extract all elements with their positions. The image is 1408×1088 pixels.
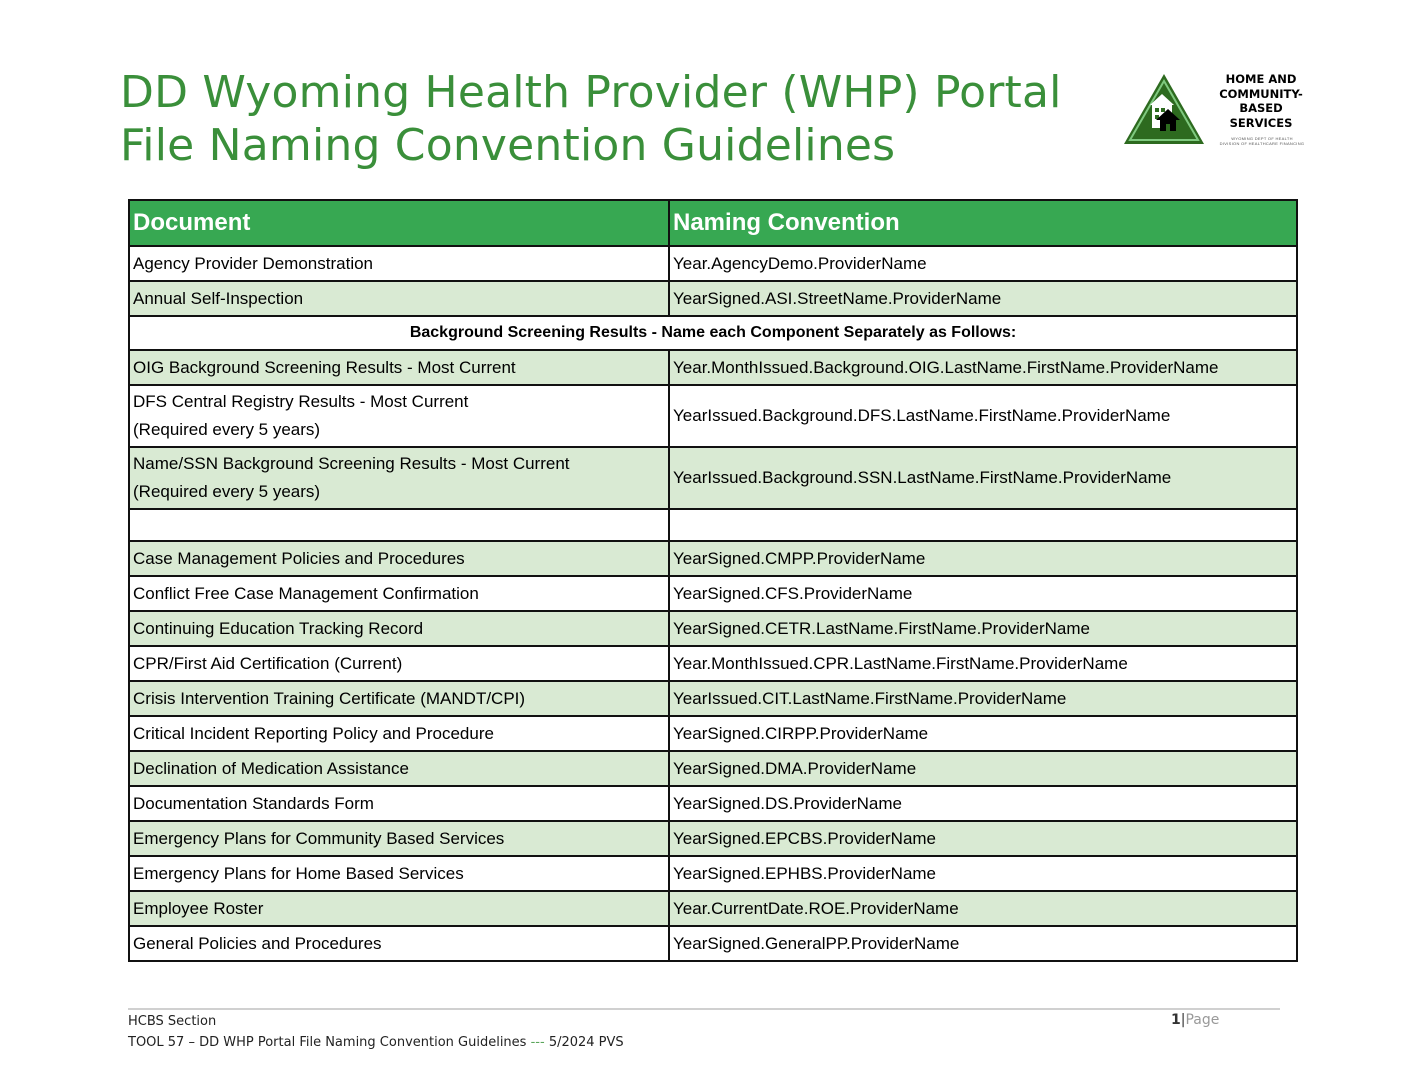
document-cell: Name/SSN Background Screening Results - Most Current (Required every 5 years) bbox=[129, 447, 669, 509]
document-cell bbox=[129, 509, 669, 541]
document-cell: Employee Roster bbox=[129, 891, 669, 926]
column-header-naming-convention: Naming Convention bbox=[669, 200, 1297, 246]
table-row bbox=[129, 576, 1297, 611]
convention-cell: Year.CurrentDate.ROE.ProviderName bbox=[669, 891, 1297, 926]
hcbs-logo bbox=[1120, 70, 1315, 152]
footer-tool-line: TOOL 57 – DD WHP Portal File Naming Convention Guidelines --- 5/2024 PVS bbox=[128, 1035, 624, 1050]
document-cell: Case Management Policies and Procedures bbox=[129, 541, 669, 576]
table-row bbox=[129, 821, 1297, 856]
footer-dashes: --- bbox=[530, 1035, 545, 1050]
footer-divider bbox=[128, 1008, 1280, 1010]
table-row bbox=[129, 646, 1297, 681]
table-row bbox=[129, 716, 1297, 751]
section-header-background-screening: Background Screening Results - Name each Component Separately as Follows: bbox=[129, 316, 1297, 350]
convention-cell: YearSigned.CFS.ProviderName bbox=[669, 576, 1297, 611]
document-cell: Emergency Plans for Community Based Services bbox=[129, 821, 669, 856]
title-line-2: File Naming Convention Guidelines bbox=[120, 120, 896, 171]
document-cell: Annual Self-Inspection bbox=[129, 281, 669, 316]
document-note: (Required every 5 years) bbox=[133, 482, 321, 501]
document-cell: Emergency Plans for Home Based Services bbox=[129, 856, 669, 891]
convention-cell: YearSigned.GeneralPP.ProviderName bbox=[669, 926, 1297, 961]
table-header-row bbox=[129, 200, 1297, 246]
column-header-document: Document bbox=[129, 200, 669, 246]
footer-info bbox=[128, 1011, 624, 1053]
convention-cell: Year.AgencyDemo.ProviderName bbox=[669, 246, 1297, 281]
document-cell: CPR/First Aid Certification (Current) bbox=[129, 646, 669, 681]
convention-cell: YearIssued.Background.DFS.LastName.FirstName.ProviderName bbox=[669, 385, 1297, 447]
document-note: (Required every 5 years) bbox=[133, 420, 321, 439]
logo-text: HOME AND COMMUNITY- BASED SERVICES bbox=[1219, 72, 1303, 130]
convention-cell: YearIssued.CIT.LastName.FirstName.ProviderName bbox=[669, 681, 1297, 716]
document-cell: Critical Incident Reporting Policy and Procedure bbox=[129, 716, 669, 751]
table-row bbox=[129, 541, 1297, 576]
table-row bbox=[129, 611, 1297, 646]
table-row bbox=[129, 751, 1297, 786]
convention-cell: YearIssued.Background.SSN.LastName.FirstName.ProviderName bbox=[669, 447, 1297, 509]
table-row bbox=[129, 786, 1297, 821]
table-row bbox=[129, 385, 1297, 447]
document-cell: General Policies and Procedures bbox=[129, 926, 669, 961]
convention-cell: YearSigned.CETR.LastName.FirstName.ProviderName bbox=[669, 611, 1297, 646]
section-header-row bbox=[129, 316, 1297, 350]
footer-section: HCBS Section bbox=[128, 1014, 217, 1029]
table-row bbox=[129, 856, 1297, 891]
document-cell: Documentation Standards Form bbox=[129, 786, 669, 821]
document-cell: Continuing Education Tracking Record bbox=[129, 611, 669, 646]
table-row bbox=[129, 681, 1297, 716]
convention-cell: YearSigned.EPHBS.ProviderName bbox=[669, 856, 1297, 891]
document-cell: Crisis Intervention Training Certificate (MANDT/CPI) bbox=[129, 681, 669, 716]
footer-date: 5/2024 PVS bbox=[548, 1035, 624, 1050]
empty-row bbox=[129, 509, 1297, 541]
table-row bbox=[129, 350, 1297, 385]
convention-cell: Year.MonthIssued.CPR.LastName.FirstName.ProviderName bbox=[669, 646, 1297, 681]
document-cell: DFS Central Registry Results - Most Current (Required every 5 years) bbox=[129, 385, 669, 447]
table-row bbox=[129, 447, 1297, 509]
table-row bbox=[129, 926, 1297, 961]
logo-subtext: WYOMING DEPT OF HEALTH DIVISION OF HEALTHCARE FINANCING bbox=[1219, 136, 1305, 146]
title-line-1: DD Wyoming Health Provider (WHP) Portal bbox=[120, 67, 1062, 118]
page-title bbox=[120, 66, 1062, 172]
convention-cell: YearSigned.ASI.StreetName.ProviderName bbox=[669, 281, 1297, 316]
document-cell: Agency Provider Demonstration bbox=[129, 246, 669, 281]
document-cell: Conflict Free Case Management Confirmation bbox=[129, 576, 669, 611]
document-cell: Declination of Medication Assistance bbox=[129, 751, 669, 786]
convention-cell: YearSigned.CMPP.ProviderName bbox=[669, 541, 1297, 576]
house-triangle-icon bbox=[1122, 72, 1206, 146]
table-row bbox=[129, 891, 1297, 926]
document-cell: OIG Background Screening Results - Most Current bbox=[129, 350, 669, 385]
convention-cell: Year.MonthIssued.Background.OIG.LastName.FirstName.ProviderName bbox=[669, 350, 1297, 385]
naming-convention-table bbox=[128, 199, 1298, 962]
page-number: 1|Page bbox=[1171, 1012, 1220, 1028]
convention-cell: YearSigned.DMA.ProviderName bbox=[669, 751, 1297, 786]
table-row bbox=[129, 246, 1297, 281]
convention-cell: YearSigned.DS.ProviderName bbox=[669, 786, 1297, 821]
convention-cell: YearSigned.CIRPP.ProviderName bbox=[669, 716, 1297, 751]
table-row bbox=[129, 281, 1297, 316]
convention-cell: YearSigned.EPCBS.ProviderName bbox=[669, 821, 1297, 856]
convention-cell bbox=[669, 509, 1297, 541]
